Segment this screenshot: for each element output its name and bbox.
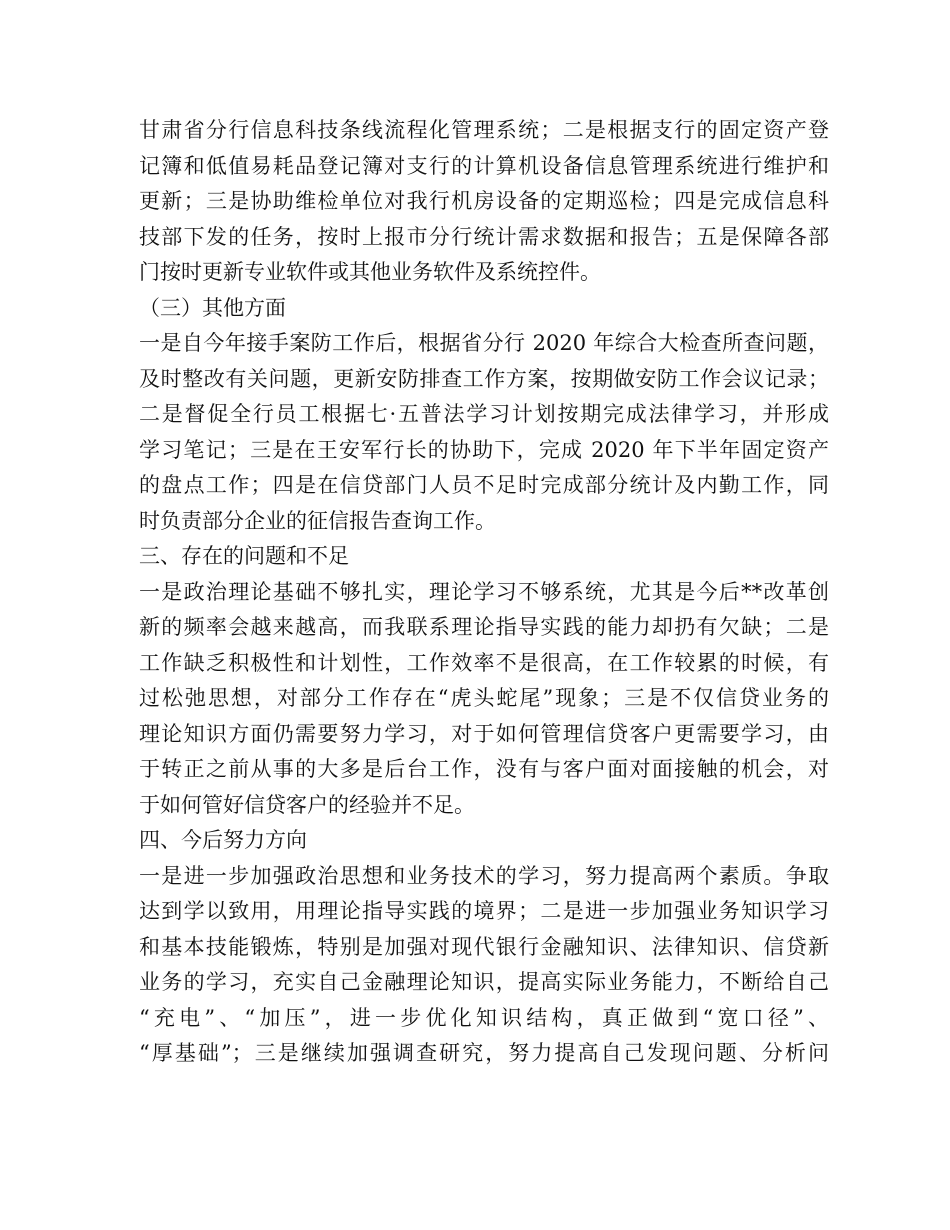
text-line-18: 理论知识方面仍需要努力学习，对于如何管理信贷客户更需要学习，由 — [139, 721, 829, 746]
text-line-5: 门按时更新专业软件或其他业务软件及系统控件。 — [139, 260, 601, 284]
text-line-3: 更新；三是协助维检单位对我行机房设备的定期巡检；四是完成信息科 — [139, 189, 829, 213]
text-line-2: 记簿和低值易耗品登记簿对支行的计算机设备信息管理系统进行维护和 — [139, 153, 829, 178]
text-line-12: 时负责部分企业的征信报告查询工作。 — [139, 508, 496, 533]
text-line-1: 甘肃省分行信息科技条线流程化管理系统；二是根据支行的固定资产登 — [139, 118, 829, 142]
text-line-19: 于转正之前从事的大多是后台工作，没有与客户面对面接触的机会，对 — [139, 757, 829, 781]
text-line-26: “充电”、“加压”，进一步优化知识结构，真正做到“宽口径”、 — [139, 1005, 829, 1030]
text-line-14: 一是政治理论基础不够扎实，理论学习不够系统，尤其是今后**改革创 — [139, 579, 829, 604]
text-line-23: 达到学以致用，用理论指导实践的境界；二是进一步加强业务知识学习 — [139, 899, 829, 923]
section-heading-problems: 三、存在的问题和不足 — [139, 544, 349, 568]
text-line-4: 技部下发的任务，按时上报市分行统计需求数据和报告；五是保障各部 — [139, 224, 829, 249]
text-line-24: 和基本技能锻炼，特别是加强对现代银行金融知识、法律知识、信贷新 — [139, 934, 829, 959]
text-line-15: 新的频率会越来越高，而我联系理论指导实践的能力却扔有欠缺；二是 — [139, 615, 829, 639]
text-line-16: 工作缺乏积极性和计划性，工作效率不是很高，在工作较累的时候，有 — [139, 650, 829, 675]
text-line-8: 及时整改有关问题，更新安防排查工作方案，按期做安防工作会议记录； — [139, 366, 829, 391]
text-line-22: 一是进一步加强政治思想和业务技术的学习，努力提高两个素质。争取 — [139, 863, 829, 888]
text-line-25: 业务的学习，充实自己金融理论知识，提高实际业务能力，不断给自己 — [139, 970, 829, 994]
text-line-17: 过松弛思想，对部分工作存在“虎头蛇尾”现象；三是不仅信贷业务的 — [139, 686, 829, 710]
text-line-27: “厚基础”；三是继续加强调查研究，努力提高自己发现问题、分析问 — [139, 1041, 829, 1065]
document-body — [139, 113, 829, 1072]
section-heading-other-aspects: （三）其他方面 — [139, 295, 286, 320]
text-line-9: 二是督促全行员工根据七·五普法学习计划按期完成法律学习，并形成 — [139, 402, 829, 426]
text-line-20: 于如何管好信贷客户的经验并不足。 — [139, 792, 475, 817]
text-line-7: 一是自今年接手案防工作后，根据省分行 2020 年综合大检查所查问题， — [139, 331, 829, 355]
text-line-11: 的盘点工作；四是在信贷部门人员不足时完成部分统计及内勤工作，同 — [139, 473, 829, 497]
section-heading-future-direction: 四、今后努力方向 — [139, 828, 307, 852]
text-line-10: 学习笔记；三是在王安军行长的协助下，完成 2020 年下半年固定资产 — [139, 437, 829, 462]
